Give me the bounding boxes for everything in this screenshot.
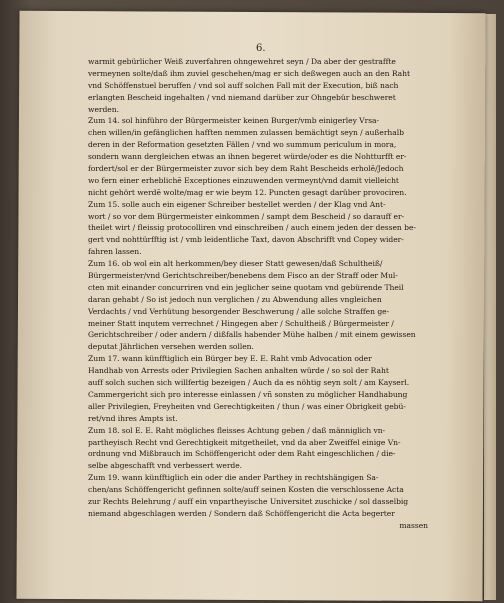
text-line: vermeynen solte/daß ihm zuviel geschehen/mag er sich deßwegen auch an den Raht [88,68,411,78]
text-line: Handhab von Arrests oder Privilegien Sachen anhalten würde / so sol der Raht [88,366,389,376]
text-line: Zum 16. ob wol ein alt herkommen/bey dieser Statt gewesen/daß Schultheiß/ [88,259,383,269]
text-line: fordert/sol er der Bürgermeister zuvor sich bey dem Raht Bescheids erholē/Jedoch [88,164,404,174]
text-line: theilet wirt / fleissig protocolliren vnd einschreiben / auch einem jeden der dessen be- [88,223,416,233]
text-line: Zum 19. wann künfftiglich ein oder die ander Parthey in rechtshängigen Sa- [88,473,379,483]
text-line: wort / so vor dem Bürgermeister einkommen / sampt dem Bescheid / so darauff er- [88,211,405,221]
text-line: Zum 18. sol E. E. Raht mögliches fleisses Achtung geben / daß männiglich vn- [88,425,386,435]
text-line: Verdachts / vnd Verhütung besorgender Beschwerung / alle solche Straffen ge- [88,306,390,316]
text-line: aller Privilegien, Freyheiten vnd Gerechtigkeiten / thun / was einer Obrigkeit gebü- [88,401,406,411]
text-line: vnd Schöffenstuel beruffen / vnd sol auff solchen Fall mit der Execution, biß nach [88,80,399,90]
text-line: warmit gebürlicher Weiß zuverfahren ohngewehret seyn / Da aber der gestraffte [88,57,396,66]
text-line: niemand abgeschlagen werden / Sondern daß Schöffengericht die Acta begerter [88,508,395,518]
text-line: auff solch suchen sich willfertig bezeigen / Auch da es nöhtig seyn solt / am Kayserl. [88,378,410,388]
text-line: daran gehabt / So ist jedoch nun verglichen / zu Abwendung alles vngleichen [88,294,382,304]
next-page-edge [484,14,496,600]
text-line: gert vnd nohttürfftig ist / vmb leidentliche Taxt, davon Abschrifft vnd Copey wider- [88,235,404,245]
text-line: Cammergericht sich pro interesse einlassen / vñ sonsten zu möglicher Handhabung [88,389,408,399]
text-line: selbe abgeschafft vnd verbessert werde. [88,461,243,471]
text-line: ordnung vnd Mißbrauch im Schöffengericht oder dem Raht eingeschlichen / die- [88,449,396,459]
text-line: deren in der Reformation gesetzten Fällen / vnd wo summum periculum in mora, [88,140,397,150]
text-line: deputat Jährlichen versehen werden sollen. [88,342,254,352]
text-line: Gerichtschreiber / oder andern / dißfalls habender Mühe halben / mit einem gewissen [88,330,416,340]
text-line: Zum 15. solle auch ein eigener Schreiber bestellet werden / der Klag vnd Ant- [88,199,386,209]
text-line: nicht gehört werdē wolte/mag er wie beym 12. Puncten gesagt darüber provociren. [88,187,407,197]
text-line: massen [399,520,428,530]
text-line: meiner Statt inqutem verrechnet / Hingegen aber / Schultheiß / Bürgermeister / [88,318,394,328]
text-line: fahren lassen. [88,247,142,257]
text-line: chen/ans Schöffengericht gefinnen solte/auff seinen Kosten die verschlossene Acta [88,485,404,495]
text-line: zur Rechts Belehrung / auff ein vnpartheyische Universitet zuschicke / sol dasselbig [88,496,409,506]
text-line: Zum 14. sol hinführo der Bürgermeister keinen Burger/vmb einigerley Vrsa- [88,116,380,126]
body-text [88,56,428,532]
text-line: partheyisch Recht vnd Gerechtigkeit mitgetheilet, vnd da aber Zweiffel einige Vn- [88,437,401,447]
text-line: werden. [88,104,119,114]
page-number: 6. [256,43,266,54]
text-line: erlangten Bescheid ingehalten / vnd niemand darüber zur Ohngebür beschweret [88,92,396,102]
text-line: sondern wann dergleichen etwas an ihnen begeret würde/oder es die Nohtturfft er- [88,152,407,162]
text-line: chen willen/in gefänglichen hafften nemmen zulassen bemächtigt seyn / außerhalb [88,128,404,138]
text-line: ret/vnd ihres Ampts ist. [88,413,178,423]
text-line: cten mit einander concurriren vnd ein jeglicher seine quotam vnd gebürende Theil [88,282,404,292]
text-line: Bürgermeister/vnd Gerichtschreiber/benebens dem Fisco an der Straff oder Mul- [88,271,398,281]
text-line: wo fern einer erheblichē Exceptiones einzuwenden vermeynt/vnd damit vielleicht [88,175,399,185]
text-line: Zum 17. wann künfftiglich ein Bürger bey E. E. Raht vmb Advocation oder [88,354,372,364]
